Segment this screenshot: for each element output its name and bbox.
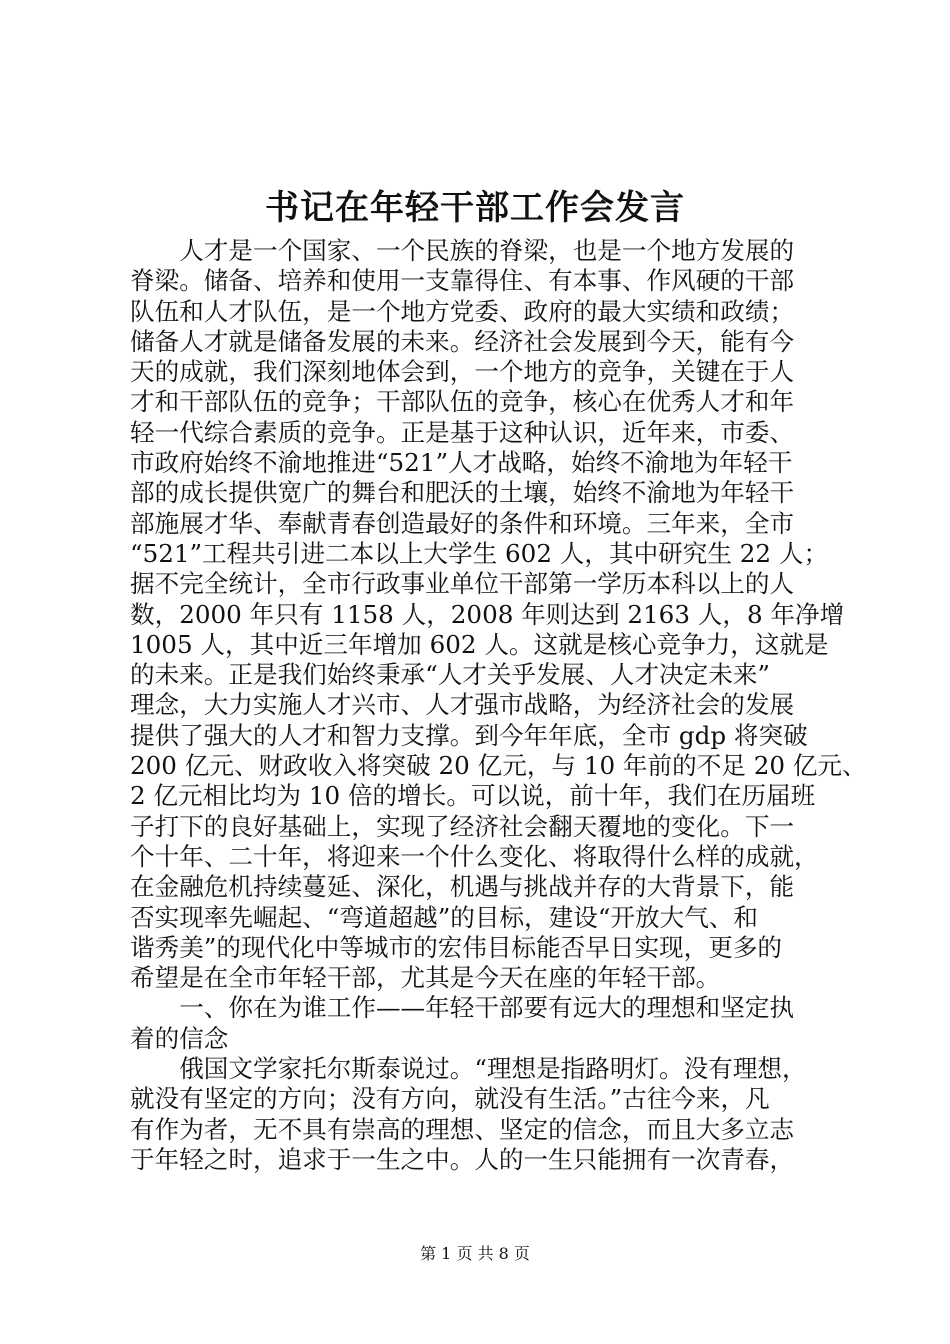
body-line: 在金融危机持续蔓延、深化，机遇与挑战并存的大背景下，能 — [130, 872, 795, 902]
page-footer: 第 1 页 共 8 页 — [420, 1244, 530, 1263]
body-line: 谐秀美”的现代化中等城市的宏伟目标能否早日实现，更多的 — [130, 932, 783, 962]
body-line: 部的成长提供宽广的舞台和肥沃的土壤，始终不渝地为年轻干 — [130, 478, 795, 508]
body-line: 200 亿元、财政收入将突破 20 亿元，与 10 年前的不足 20 亿元、 — [130, 751, 867, 781]
body-line: 有作为者，无不具有崇高的理想、坚定的信念，而且大多立志 — [130, 1114, 795, 1144]
body-line: 于年轻之时，追求于一生之中。人的一生只能拥有一次青春， — [130, 1144, 795, 1174]
body-line: 数，2000 年只有 1158 人，2008 年则达到 2163 人，8 年净增 — [130, 599, 845, 629]
body-line: 着的信念 — [130, 1023, 229, 1053]
body-line: 否实现率先崛起、“弯道超越”的目标，建设“开放大气、和 — [130, 902, 758, 932]
body-line: 储备人才就是储备发展的未来。经济社会发展到今天，能有今 — [130, 326, 795, 356]
body-line: “521”工程共引进二本以上大学生 602 人，其中研究生 22 人； — [130, 538, 829, 568]
body-line: 才和干部队伍的竞争；干部队伍的竞争，核心在优秀人才和年 — [130, 387, 795, 417]
body-line: 2 亿元相比均为 10 倍的增长。可以说，前十年，我们在历届班 — [130, 781, 816, 811]
body-line: 据不完全统计，全市行政事业单位干部第一学历本科以上的人 — [130, 569, 795, 599]
body-line: 脊梁。储备、培养和使用一支靠得住、有本事、作风硬的干部 — [130, 266, 795, 296]
body-line: 个十年、二十年，将迎来一个什么变化、将取得什么样的成就， — [130, 841, 819, 871]
body-line: 就没有坚定的方向；没有方向，就没有生活。”古往今来，凡 — [130, 1084, 770, 1114]
body-line: 轻一代综合素质的竞争。正是基于这种认识，近年来，市委、 — [130, 417, 795, 447]
body-line: 部施展才华、奉献青春创造最好的条件和环境。三年来，全市 — [130, 508, 795, 538]
body-line: 一、你在为谁工作——年轻干部要有远大的理想和坚定执 — [130, 993, 795, 1023]
body-line: 子打下的良好基础上，实现了经济社会翻天覆地的变化。下一 — [130, 811, 795, 841]
body-line: 市政府始终不渝地推进“521”人才战略，始终不渝地为年轻干 — [130, 448, 793, 478]
body-line: 的未来。正是我们始终秉承“人才关乎发展、人才决定未来” — [130, 660, 770, 690]
body-line: 1005 人，其中近三年增加 602 人。这就是核心竞争力，这就是 — [130, 629, 829, 659]
body-line: 提供了强大的人才和智力支撑。到今年年底，全市 gdp 将突破 — [130, 720, 808, 750]
document-body — [130, 236, 867, 1175]
body-line: 希望是在全市年轻干部，尤其是今天在座的年轻干部。 — [130, 963, 721, 993]
body-line: 天的成就，我们深刻地体会到，一个地方的竞争，关键在于人 — [130, 357, 795, 387]
body-line: 人才是一个国家、一个民族的脊梁，也是一个地方发展的 — [130, 236, 795, 265]
body-line: 理念，大力实施人才兴市、人才强市战略，为经济社会的发展 — [130, 690, 795, 720]
body-line: 队伍和人才队伍，是一个地方党委、政府的最大实绩和政绩； — [130, 296, 795, 326]
document-title: 书记在年轻干部工作会发言 — [265, 188, 685, 228]
body-line: 俄国文学家托尔斯泰说过。“理想是指路明灯。没有理想， — [130, 1054, 807, 1084]
